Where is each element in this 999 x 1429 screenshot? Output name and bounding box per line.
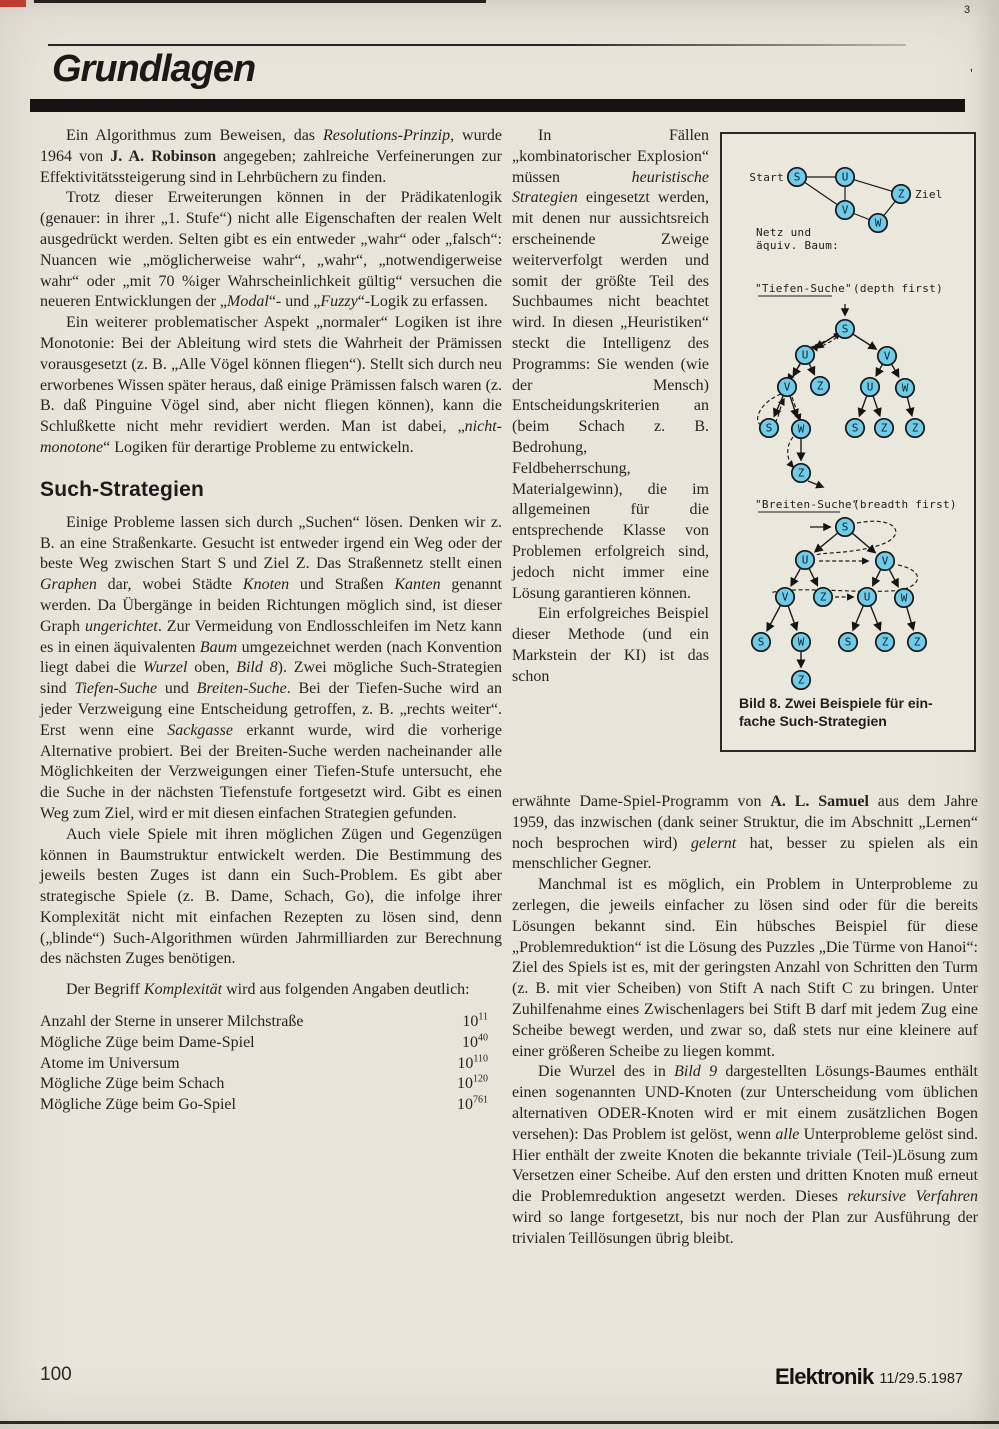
depth-title: "Tiefen-Suche" [755,282,852,295]
svg-text:W: W [797,422,805,436]
complexity-table [40,1012,502,1116]
header-thin-rule [48,44,906,46]
network-note: Netz und [756,226,812,239]
svg-text:Z: Z [911,421,919,435]
print-registration-mark [0,0,26,7]
svg-text:Z: Z [797,673,805,687]
paragraph: Der Begriff Komplexität wird aus folgenden Angaben deutlich: [66,981,470,999]
svg-text:Z: Z [880,421,888,435]
section-title: Grundlagen [52,48,256,90]
figure-caption-line: Bild 8. Zwei Beispiele für ein- [739,695,933,711]
svg-text:U: U [801,348,809,362]
svg-text:U: U [801,553,809,567]
paragraph: erwähnte Dame-Spiel-Programm von A. L. Samuel aus dem Jahre 1959, das inzwischen (dank seiner Struktur, die im Abschnitt „Lernen“ noch besprochen wird) gelernt hat, besser zu spielen als ein menschlicher Gegner. [512,793,978,873]
magazine-logo: Elektronik [775,1364,874,1389]
traversal-path [792,397,800,420]
paragraph: Ein weiterer problematischer Aspekt „normaler“ Logiken ist ihre Monotonie: Bei der Ableitung wird stets die Wahrheit der Prämissen vorausgesetzt (z. B. „Alle Vögel können fliegen“). Stellt sich durch neu erworbenes Wissen später heraus, daß einige Prämissen falsch waren (z. B. daß Pinguine Vögel sind, aber nicht fliegen können), kann die Schlußkette nicht mehr revidiert werden. Man ist dabei, „nicht-monotone“ Logiken für derartige Probleme zu entwickeln. [40,314,502,456]
road-network-graph [788,168,910,232]
complexity-row: Anzahl der Sterne in unserer Milchstraße $10^{11}$ [40,1011,488,1031]
traversal-path [770,565,918,593]
figure-caption [739,694,967,730]
left-body-paragraphs [40,513,502,1001]
breadth-title: "Breiten-Suche" [755,498,859,511]
svg-text:V: V [883,349,891,363]
svg-text:W: W [874,216,882,230]
svg-text:Z: Z [913,635,921,649]
svg-text:Z: Z [816,379,824,393]
paragraph: Einige Probleme lassen sich durch „Suchen“ lösen. Denken wir z. B. an eine Straßenkarte. Gesucht ist entweder irgend ein Weg oder der beste Weg zwischen Start S und Ziel Z. Das Straßennetz stellt einen Graphen dar, wobei Städte Knoten und Straßen Kanten genannt werden. Da Übergänge in beiden Richtungen möglich sind, ist dieser Graph ungerichtet. Zur Vermeidung von Endlosschleifen im Netz kann es in einen äquivalenten Baum umgezeichnet werden (nach Konvention liegt dabei die Wurzel oben, Bild 8). Zwei mögliche Such-Strategien sind Tiefen-Suche und Breiten-Suche. Bei der Tiefen-Suche wird an jeder Verzweigung eine Entscheidung getroffen, z. B. „rechts weiter“. Erst wenn eine Sackgasse erkannt wurde, wird die vorherige Alternative probiert. Bei der Breiten-Suche werden nacheinander alle Möglichkeiten der Verzweigungen einer Tiefen-Stufe untersucht, ehe die Suche in der nächsten Tiefenstufe fortgesetzt wird. Gibt es einen Weg zum Ziel, wird er mit diesen einfachen Strategien gefunden. [40,513,503,822]
depth-first-tree [760,320,924,482]
issue-date: 11/29.5.1987 [879,1371,963,1388]
svg-text:S: S [793,170,801,184]
subheading-such-strategien: Such-Strategien [40,477,205,501]
paragraph: Trotz dieser Erweiterungen können in der Prädikatenlogik (genauer: in ihrer „1. Stufe“) nicht alle Eigenschaften der realen Welt ausgedrückt werden. Selten gibt es ein entweder „wahr“ oder „falsch“: Nuancen wie „möglicherweise wahr“, „wahr“, „notwendigerweise wahr“ oder „mit 70 %iger Wahrscheinlichkeit gültig“ versuchen die neueren Entwicklungen der „Modal“- und „Fuzzy“-Logik zu erfassen. [40,189,502,311]
svg-text:V: V [881,554,889,568]
depth-subtitle: (depth first) [853,282,943,295]
left-intro-paragraphs [40,126,502,459]
start-label: Start [749,171,784,184]
paragraph: Auch viele Spiele mit ihren möglichen Zügen und Gegenzügen können in Baumstruktur entwickelt werden. Die Bestimmung des jeweils besten Zuges ist dann ein Such-Problem. Es gibt aber strategische Spiele (z. B. Dame, Schach, Go), die infolge ihrer Komplexität nicht mit einfachen Rezepten zu lösen sind, denn („blinde“) Such-Algorithmen würden Jahrmilliarden zur Berechnung des nächsten Zuges benötigen. [40,825,502,968]
svg-text:W: W [900,591,908,605]
footer-rule [0,1421,999,1424]
breadth-subtitle: (breadth first) [853,498,957,511]
svg-text:S: S [757,635,765,649]
traversal-path [788,437,793,467]
svg-text:S: S [851,421,859,435]
svg-text:U: U [866,380,874,394]
figure-caption-line: fache Such-Strategien [739,713,887,729]
svg-text:Z: Z [797,466,805,480]
column-right-area [512,126,978,1250]
svg-text:S: S [765,421,773,435]
svg-text:W: W [797,635,805,649]
footer-magazine-info [775,1366,963,1388]
column-wide [512,792,978,1250]
svg-text:V: V [841,203,849,217]
page-number: 100 [40,1364,72,1385]
breadth-first-tree [752,518,926,689]
column-left [40,126,502,1116]
svg-text:Z: Z [819,590,827,604]
complexity-row: Atome im Universum $10^{110}$ [40,1053,488,1072]
header-thick-bar [30,99,965,112]
traversal-path [816,521,896,555]
paragraph: Ein erfolgreiches Beispiel dieser Methode (und ein Markstein der KI) ist das schon [512,605,709,685]
paragraph: Ein Algorithmus zum Beweisen, das Resolutions-Prinzip, wurde 1964 von J. A. Robinson angegeben; zahlreiche Verfeinerungen zur Effektivitätssteigerung sind in Lehrbüchern zu finden. [40,127,502,186]
svg-text:V: V [781,590,789,604]
svg-text:S: S [844,635,852,649]
print-mark-tick: ’ [970,66,973,81]
svg-text:W: W [901,381,909,395]
print-mark-number: 3 [964,4,971,16]
traversal-path [808,481,823,487]
svg-text:Z: Z [897,187,905,201]
search-strategies-diagram [722,134,974,750]
svg-text:S: S [841,520,849,534]
complexity-row: Mögliche Züge beim Dame-Spiel $10^{40}$ [40,1032,488,1051]
svg-text:U: U [863,590,871,604]
paragraph: Manchmal ist es möglich, ein Problem in Unterprobleme zu zerlegen, die jeweils einfacher zu lösen sind oder für die bereits Lösungen bekannt sind. Ein hübsches Beispiel für diese „Problemreduktion“ ist die Lösung des Puzzles „Die Türme von Hanoi“: Ziel des Spiels ist es, mit der geringsten Anzahl von Schritten den Turm (z. B. mit vier Scheiben) von Stift A nach Stift C zu bringen. Unter Zuhilfenahme eines Zwischenlagers bei Stift B darf mit jedem Zug eine Scheibe bewegt werden, und zwar so, daß stets nur eine kleinere auf einer größeren Scheibe zu liegen kommt. [512,876,978,1060]
svg-text:S: S [841,322,849,336]
svg-text:U: U [841,170,849,184]
ziel-label: Ziel [915,188,943,201]
svg-text:Z: Z [881,635,889,649]
complexity-row: Mögliche Züge beim Schach $10^{120}$ [40,1074,488,1093]
network-note: äquiv. Baum: [756,239,840,252]
figure-bild8 [720,132,976,752]
paragraph: Die Wurzel des in Bild 9 dargestellten Lösungs-Baumes enthält einen sogenannten UND-Knoten (zur Unterscheidung vom üblichen alternativen ODER-Knoten wird er mit einem zusätzlichen Bogen versehen): Das Problem ist gelöst, wenn alle Unterprobleme gelöst sind. Hier enthält der zweite Knoten die bekannte triviale (Teil-)Lösung zum Versetzen einer Scheibe. Auf den ersten und dritten Knoten muß erneut die Problemreduktion angesetzt werden. Dieses rekursive Verfahren wird so lange fortgesetzt, bis nur noch der Plan zur Ausführung der trivialen Teillösungen übrig bleibt. [512,1063,978,1247]
column-middle [512,126,709,792]
paragraph: In Fällen „kombinatorischer Explosion“ müssen heuristische Strategien eingesetzt werden, mit denen nur aussichtsreich erscheinende Zweige weiterverfolgt werden und somit der größte Teil des Suchbaumes nicht beachtet wird. In diesen „Heuristiken“ steckt die Intelligenz des Programms: Sie wenden (wie der Mensch) Entscheidungskriterien an (beim Schach z. B. Bedrohung, Feldbeherrschung, Materialgewinn), die im allgemeinen für die entsprechende Klasse von Problemen erfolgreich sind, jedoch nicht immer eine Lösung garantieren können. [512,127,709,602]
page-top-edge [34,0,486,3]
complexity-row: Mögliche Züge beim Go-Spiel $10^{761}$ [40,1094,488,1114]
svg-text:V: V [783,380,791,394]
